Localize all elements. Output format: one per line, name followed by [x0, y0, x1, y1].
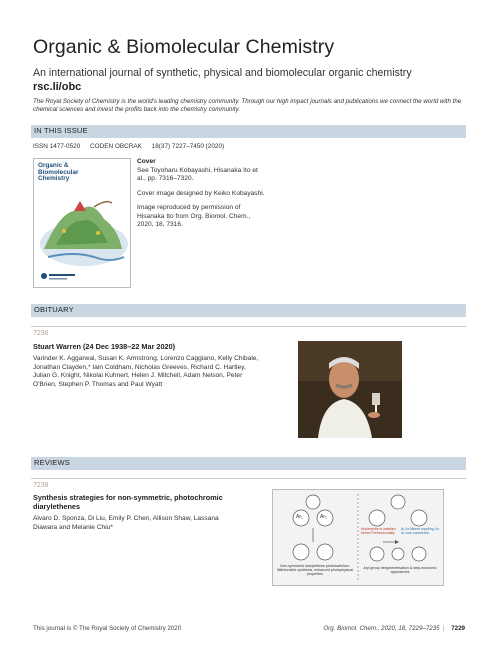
footer-citation-block: Org. Biomol. Chem., 2020, 18, 7229–7235 | 7229: [323, 625, 465, 632]
footer-page-number: 7229: [451, 625, 465, 632]
review-graphic: [272, 489, 444, 586]
cover-reference: See Toyoharu Kobayashi, Hisanaka Ito et al., pp. 7316–7320.: [137, 166, 258, 183]
obituary-page-number: 7236: [33, 330, 49, 337]
footer-citation: Org. Biomol. Chem., 2020, 18, 7229–7235: [323, 625, 440, 632]
issn: ISSN 1477-0520: [33, 143, 81, 150]
portrait-illustration: [298, 341, 402, 438]
obituary-photo: [298, 341, 402, 438]
reviews-bar: [31, 457, 466, 470]
footer-copyright: This journal is © The Royal Society of Chemistry 2020: [33, 625, 182, 632]
obituary-authors: Varinder K. Aggarwal, Susan K. Armstrong, Lorenzo Caggiano, Kelly Chibale, Jonathan Clayden,* Iain Coldham, Nicholas Greeves, Richard C. Hartley, Julian G. Knight, Nikolai Kuhnert, Helen J. Mitchell, Adam Nelson, Peter O'Brien, Stephen P. Thomas and Paul Wyatt: [33, 355, 259, 389]
ar1-label: Ar₁: [296, 514, 303, 520]
obituary-bar: [31, 304, 466, 317]
cover-permission: Image reproduced by permission of Hisanaka Ito from Org. Biomol. Chem., 2020, 18, 7316.: [137, 204, 251, 229]
obituary-title[interactable]: Stuart Warren (24 Dec 1938–22 Mar 2020): [33, 342, 176, 351]
cover-image[interactable]: [33, 158, 131, 288]
right-label: Ar-Ar Alkene coupling, Ar-Ar core connection: [401, 527, 440, 535]
journal-subtitle: An international journal of synthetic, physical and biomolecular organic chemistry: [33, 67, 412, 79]
reviews-heading: REVIEWS: [34, 458, 70, 467]
cover-title: Cover: [137, 158, 156, 165]
journal-title: Organic & Biomolecular Chemistry: [33, 36, 335, 58]
left-caption: Non-symmetric diarylethene photoswitches: little/tunable synthesis, enhanced photophysical properties: [277, 564, 353, 577]
review-title[interactable]: Synthesis strategies for non-symmetric, photochromic diarylethenes: [33, 493, 223, 512]
cover-journal-name: Organic & Biomolecular Chemistry: [38, 162, 79, 183]
obituary-heading: OBITUARY: [34, 305, 74, 314]
cover-description: [137, 158, 267, 236]
middle-label: Nucleophile is installed before Prefunctionality: [361, 527, 396, 535]
review-page-number: 7238: [33, 482, 49, 489]
coden: CODEN OBCRAK: [90, 143, 142, 150]
mission-statement: The Royal Society of Chemistry is the world's leading chemistry community. Through our high impact journals and publications we connect the world with the chemical sciences and invest the profits back into the chemistry community.: [33, 98, 462, 114]
review-authors: Alvaro D. Sponza, Di Liu, Emily P. Chen, Allison Shaw, Lassana Diawara and Melanie Chiu*: [33, 515, 219, 531]
divider: [31, 478, 466, 479]
in-this-issue-heading: IN THIS ISSUE: [34, 126, 88, 135]
in-this-issue-bar: [31, 125, 466, 138]
divider: [31, 326, 466, 327]
volume-info: 18(37) 7227–7450 (2020): [151, 143, 225, 150]
cover-designer: Cover image designed by Keiko Kobayashi.: [137, 189, 265, 197]
issn-line: [33, 143, 232, 150]
ar2-label: Ar₂: [320, 514, 327, 520]
journal-url[interactable]: rsc.li/obc: [33, 81, 82, 93]
right-caption: Aryl group desymmetrisation & step-economic approaches: [363, 566, 437, 575]
cover-illustration: [34, 159, 130, 287]
